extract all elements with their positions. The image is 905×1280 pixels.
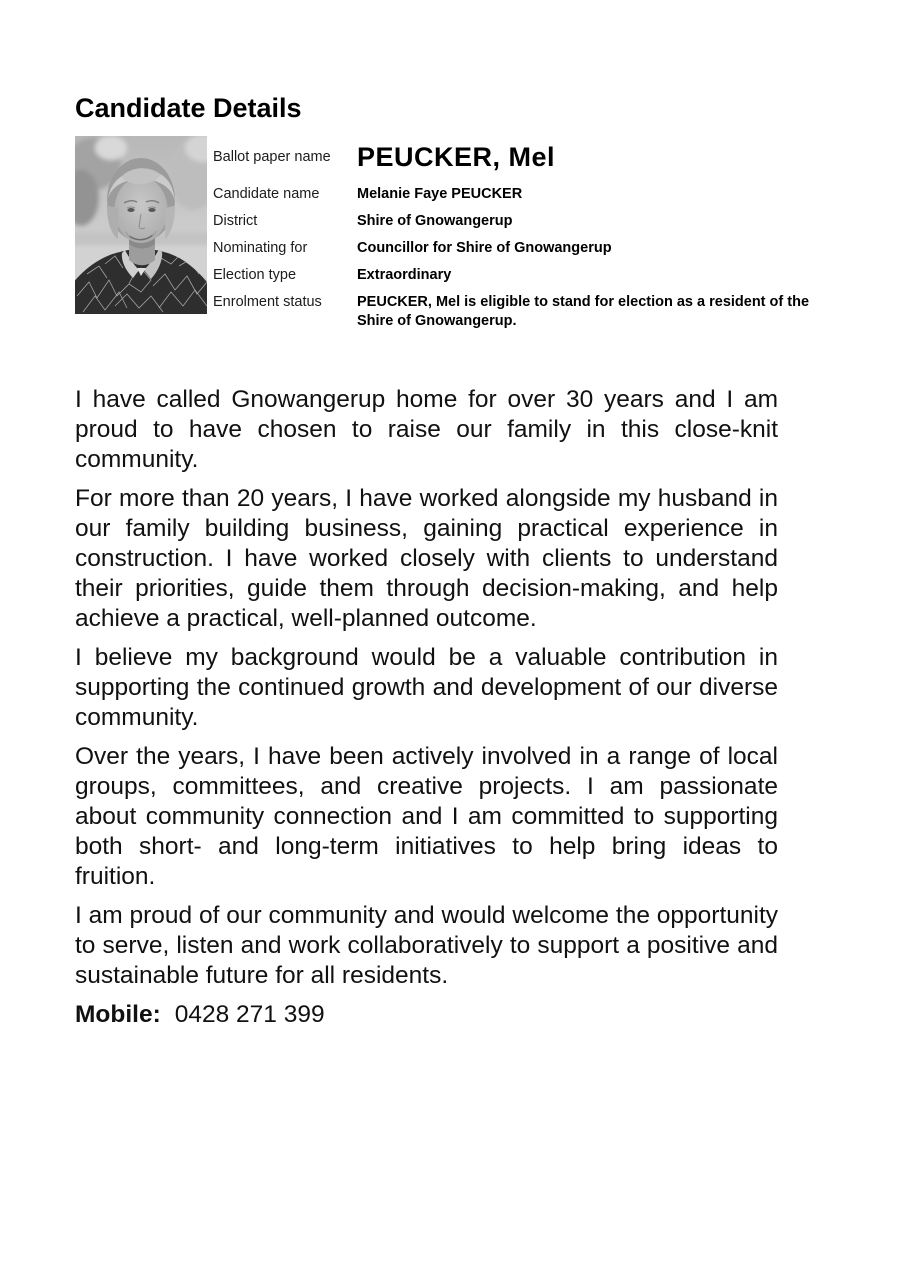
field-label-ballot-paper-name: Ballot paper name: [213, 149, 331, 165]
candidate-details-block: [75, 136, 905, 331]
field-label-election-type: Election type: [213, 267, 297, 283]
mobile-number: 0428 271 399: [174, 1001, 325, 1028]
field-value-ballot-paper-name: PEUCKER, Mel: [357, 142, 556, 172]
field-label-nominating-for: Nominating for: [213, 240, 308, 256]
field-value-election-type: Extraordinary: [357, 267, 452, 283]
page-title: Candidate Details: [75, 93, 302, 123]
statement-paragraph: I have called Gnowangerup home for over 30 years and I am proud to have chosen to raise our family in this close-knit community.: [75, 386, 778, 473]
statement-paragraph: I believe my background would be a valuable contribution in supporting the continued growth and development of our diverse community.: [75, 644, 778, 731]
field-label-district: District: [213, 213, 258, 229]
mobile-label: Mobile:: [75, 1001, 161, 1028]
field-value-district: Shire of Gnowangerup: [357, 213, 513, 229]
statement-paragraph: Over the years, I have been actively involved in a range of local groups, committees, and creative projects. I am passionate about community connection and I am committed to supporting both short- and long-term initiatives to help bring ideas to fruition.: [75, 743, 778, 890]
field-label-enrolment-status: Enrolment status: [213, 294, 322, 310]
candidate-photo: [75, 136, 207, 314]
field-value-candidate-name: Melanie Faye PEUCKER: [357, 186, 523, 202]
field-label-candidate-name: Candidate name: [213, 186, 320, 202]
candidate-photo-illustration: [75, 136, 207, 314]
statement-paragraph: For more than 20 years, I have worked alongside my husband in our family building business, gaining practical experience in construction. I have worked closely with clients to understand their priorities, guide them through decision-making, and help achieve a practical, well-planned outcome.: [75, 485, 778, 632]
contact-line: [75, 1000, 778, 1030]
candidate-statement: [75, 385, 778, 1030]
field-value-nominating-for: Councillor for Shire of Gnowangerup: [357, 240, 612, 256]
candidate-fields: [213, 136, 815, 331]
statement-paragraph: I am proud of our community and would welcome the opportunity to serve, listen and work collaboratively to support a positive and sustainable future for all residents.: [75, 902, 778, 989]
field-value-enrolment-status: PEUCKER, Mel is eligible to stand for election as a resident of the Shire of Gnowangerup.: [357, 294, 810, 329]
